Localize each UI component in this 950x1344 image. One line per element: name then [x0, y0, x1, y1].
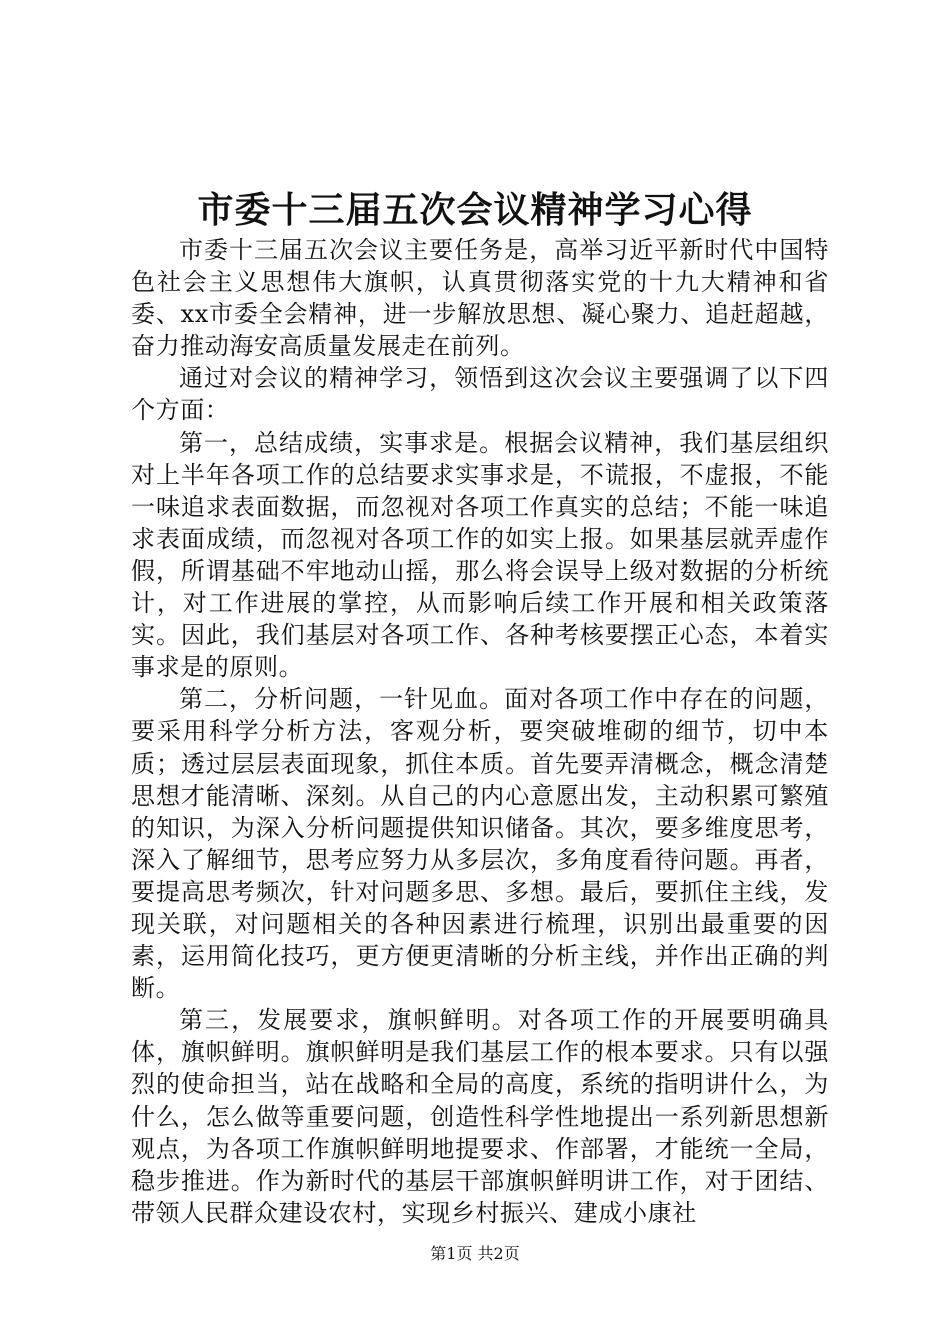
paragraph-overview: 通过对会议的精神学习，领悟到这次会议主要强调了以下四个方面： [131, 364, 829, 425]
paragraph-second-point: 第二，分析问题，一针见血。面对各项工作中存在的问题，要采用科学分析方法，客观分析，要突破堆砌的细节，切中本质；透过层层表面现象，抓住本质。首先要弄清概念，概念清楚思想才能清晰、深刻。从自己的内心意愿出发，主动积累可繁殖的知识，为深入分析问题提供知识储备。其次，要多维度思考，深入了解细节，思考应努力从多层次，多角度看待问题。再者，要提高思考频次，针对问题多思、多想。最后，要抓住主线，发现关联，对问题相关的各种因素进行梳理，识别出最重要的因素，运用简化技巧，更方便更清晰的分析主线，并作出正确的判断。 [131, 685, 829, 1003]
paragraph-intro: 市委十三届五次会议主要任务是，高举习近平新时代中国特色社会主义思想伟大旗帜，认真贯彻落实党的十九大精神和省委、xx市委全会精神，进一步解放思想、凝心聚力、追赶超越，奋力推动海安高质量发展走在前列。 [131, 236, 829, 361]
paragraph-third-point: 第三，发展要求，旗帜鲜明。对各项工作的开展要明确具体，旗帜鲜明。旗帜鲜明是我们基层工作的根本要求。只有以强烈的使命担当，站在战略和全局的高度，系统的指明讲什么，为什么，怎么做等重要问题，创造性科学性地提出一系列新思想新观点，为各项工作旗帜鲜明地提要求、作部署，才能统一全局，稳步推进。作为新时代的基层干部旗帜鲜明讲工作，对于团结、带领人民群众建设农村，实现乡村振兴、建成小康社 [131, 1006, 829, 1227]
document-body [131, 234, 829, 1229]
document-title: 市委十三届五次会议精神学习心得 [197, 189, 753, 231]
page-number-footer: 第1页 共2页 [430, 1244, 520, 1263]
paragraph-first-point: 第一，总结成绩，实事求是。根据会议精神，我们基层组织对上半年各项工作的总结要求实事求是，不谎报，不虚报，不能一味追求表面数据，而忽视对各项工作真实的总结；不能一味追求表面成绩，而忽视对各项工作的如实上报。如果基层就弄虚作假，所谓基础不牢地动山摇，那么将会误导上级对数据的分析统计，对工作进展的掌控，从而影响后续工作开展和相关政策落实。因此，我们基层对各项工作、各种考核要摆正心态，本着实事求是的原则。 [131, 428, 829, 682]
